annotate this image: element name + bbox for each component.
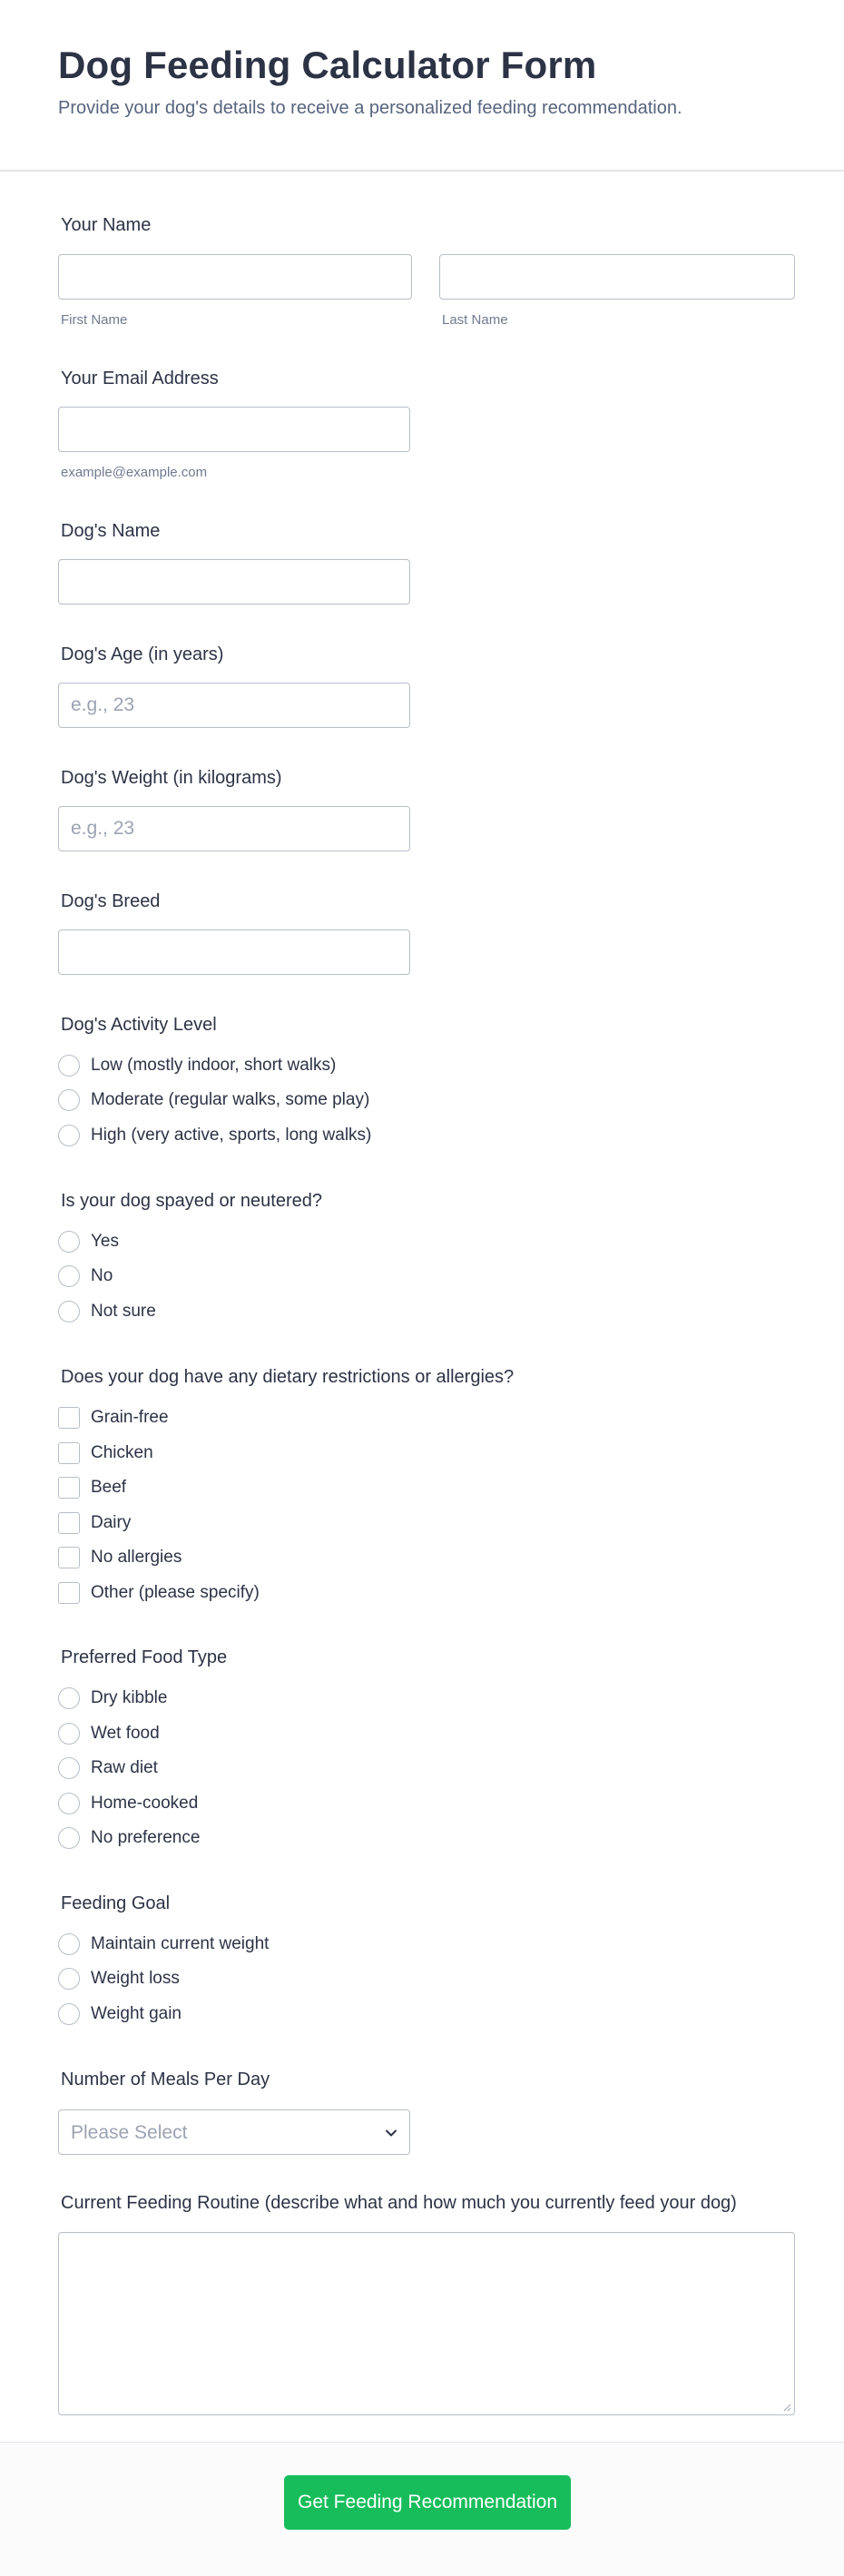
option-label: Wet food [91,1724,160,1743]
option-label: Other (please specify) [91,1583,260,1602]
option-label: No preference [91,1828,201,1847]
radio-button[interactable] [58,1055,80,1077]
radio-button[interactable] [58,1265,80,1287]
option-label: Not sure [91,1302,156,1321]
dietary-option-no-allergies[interactable] [58,1545,182,1570]
food-type-option-wet-food[interactable] [58,1721,160,1746]
page-title: Dog Feeding Calculator Form [58,44,597,86]
option-label: Grain-free [91,1408,169,1427]
form-header [0,0,844,172]
dietary-option-grain-free[interactable] [58,1405,169,1431]
radio-button[interactable] [58,1125,80,1146]
radio-button[interactable] [58,1757,80,1779]
dietary-option-chicken[interactable] [58,1440,153,1466]
radio-button[interactable] [58,2003,80,2025]
dog-age-input[interactable] [58,683,410,728]
select-placeholder: Please Select [71,2122,188,2143]
email-input[interactable] [58,407,410,452]
option-label: Chicken [91,1443,153,1462]
checkbox[interactable] [58,1407,80,1429]
option-label: Yes [91,1232,119,1251]
goal-label: Feeding Goal [61,1893,171,1913]
spayed-option-not-sure[interactable] [58,1299,156,1324]
radio-button[interactable] [58,1933,80,1955]
first-name-input[interactable] [58,254,412,300]
option-label: Weight gain [91,2004,182,2023]
option-label: Raw diet [91,1758,158,1777]
activity-option-moderate[interactable] [58,1087,369,1113]
dietary-option-other[interactable] [58,1580,260,1606]
radio-button[interactable] [58,1968,80,1990]
activity-option-high[interactable] [58,1123,371,1148]
form-footer [0,2442,844,2576]
dog-weight-input[interactable] [58,806,410,851]
submit-button[interactable]: Get Feeding Recommendation [284,2475,571,2530]
radio-button[interactable] [58,1793,80,1814]
dietary-option-beef[interactable] [58,1475,126,1500]
radio-button[interactable] [58,1723,80,1745]
option-label: Dry kibble [91,1688,168,1707]
dog-breed-input[interactable] [58,929,410,975]
option-label: No allergies [91,1548,182,1567]
checkbox[interactable] [58,1582,80,1604]
meals-select[interactable] [58,2109,410,2155]
option-label: Home-cooked [91,1794,199,1813]
food-type-option-dry-kibble[interactable] [58,1686,167,1711]
dietary-label: Does your dog have any dietary restrictions or allergies? [61,1367,515,1387]
food-type-option-home-cooked[interactable] [58,1791,198,1816]
food-type-option-no-preference[interactable] [58,1825,200,1851]
routine-label: Current Feeding Routine (describe what and how much you currently feed your dog) [61,2193,737,2213]
food-type-option-raw-diet[interactable] [58,1755,158,1781]
radio-button[interactable] [58,1231,80,1253]
spayed-option-no[interactable] [58,1263,113,1289]
last-name-input[interactable] [439,254,795,300]
dog-breed-label: Dog's Breed [61,891,161,911]
radio-button[interactable] [58,1687,80,1709]
page-subtitle: Provide your dog's details to receive a personalized feeding recommendation. [58,98,682,118]
dog-name-label: Dog's Name [61,521,161,541]
name-label: Your Name [61,215,152,235]
dietary-option-dairy[interactable] [58,1510,131,1536]
checkbox[interactable] [58,1547,80,1568]
dog-name-input[interactable] [58,559,410,605]
goal-option-maintain[interactable] [58,1932,269,1957]
activity-option-low[interactable] [58,1053,336,1078]
email-label: Your Email Address [61,369,219,388]
last-name-sublabel: Last Name [442,312,508,328]
dog-age-label: Dog's Age (in years) [61,644,224,664]
spayed-option-yes[interactable] [58,1229,119,1254]
resize-handle-icon[interactable] [782,2403,791,2412]
option-label: Weight loss [91,1969,180,1988]
option-label: Beef [91,1478,127,1497]
email-sublabel: example@example.com [61,465,208,480]
goal-option-weight-gain[interactable] [58,2001,182,2027]
option-label: Low (mostly indoor, short walks) [91,1056,337,1075]
radio-button[interactable] [58,1301,80,1322]
activity-label: Dog's Activity Level [61,1015,217,1035]
checkbox[interactable] [58,1442,80,1464]
first-name-sublabel: First Name [61,312,128,328]
option-label: No [91,1266,113,1285]
goal-option-weight-loss[interactable] [58,1966,180,1991]
radio-button[interactable] [58,1089,80,1111]
meals-label: Number of Meals Per Day [61,2070,270,2089]
radio-button[interactable] [58,1827,80,1849]
spayed-label: Is your dog spayed or neutered? [61,1191,322,1211]
checkbox[interactable] [58,1477,80,1499]
checkbox[interactable] [58,1512,80,1534]
option-label: High (very active, sports, long walks) [91,1126,372,1145]
chevron-down-icon [383,2125,399,2141]
option-label: Dairy [91,1513,132,1532]
routine-textarea[interactable] [58,2232,795,2415]
dog-weight-label: Dog's Weight (in kilograms) [61,768,282,788]
food-type-label: Preferred Food Type [61,1647,228,1667]
option-label: Moderate (regular walks, some play) [91,1090,370,1109]
option-label: Maintain current weight [91,1934,270,1953]
